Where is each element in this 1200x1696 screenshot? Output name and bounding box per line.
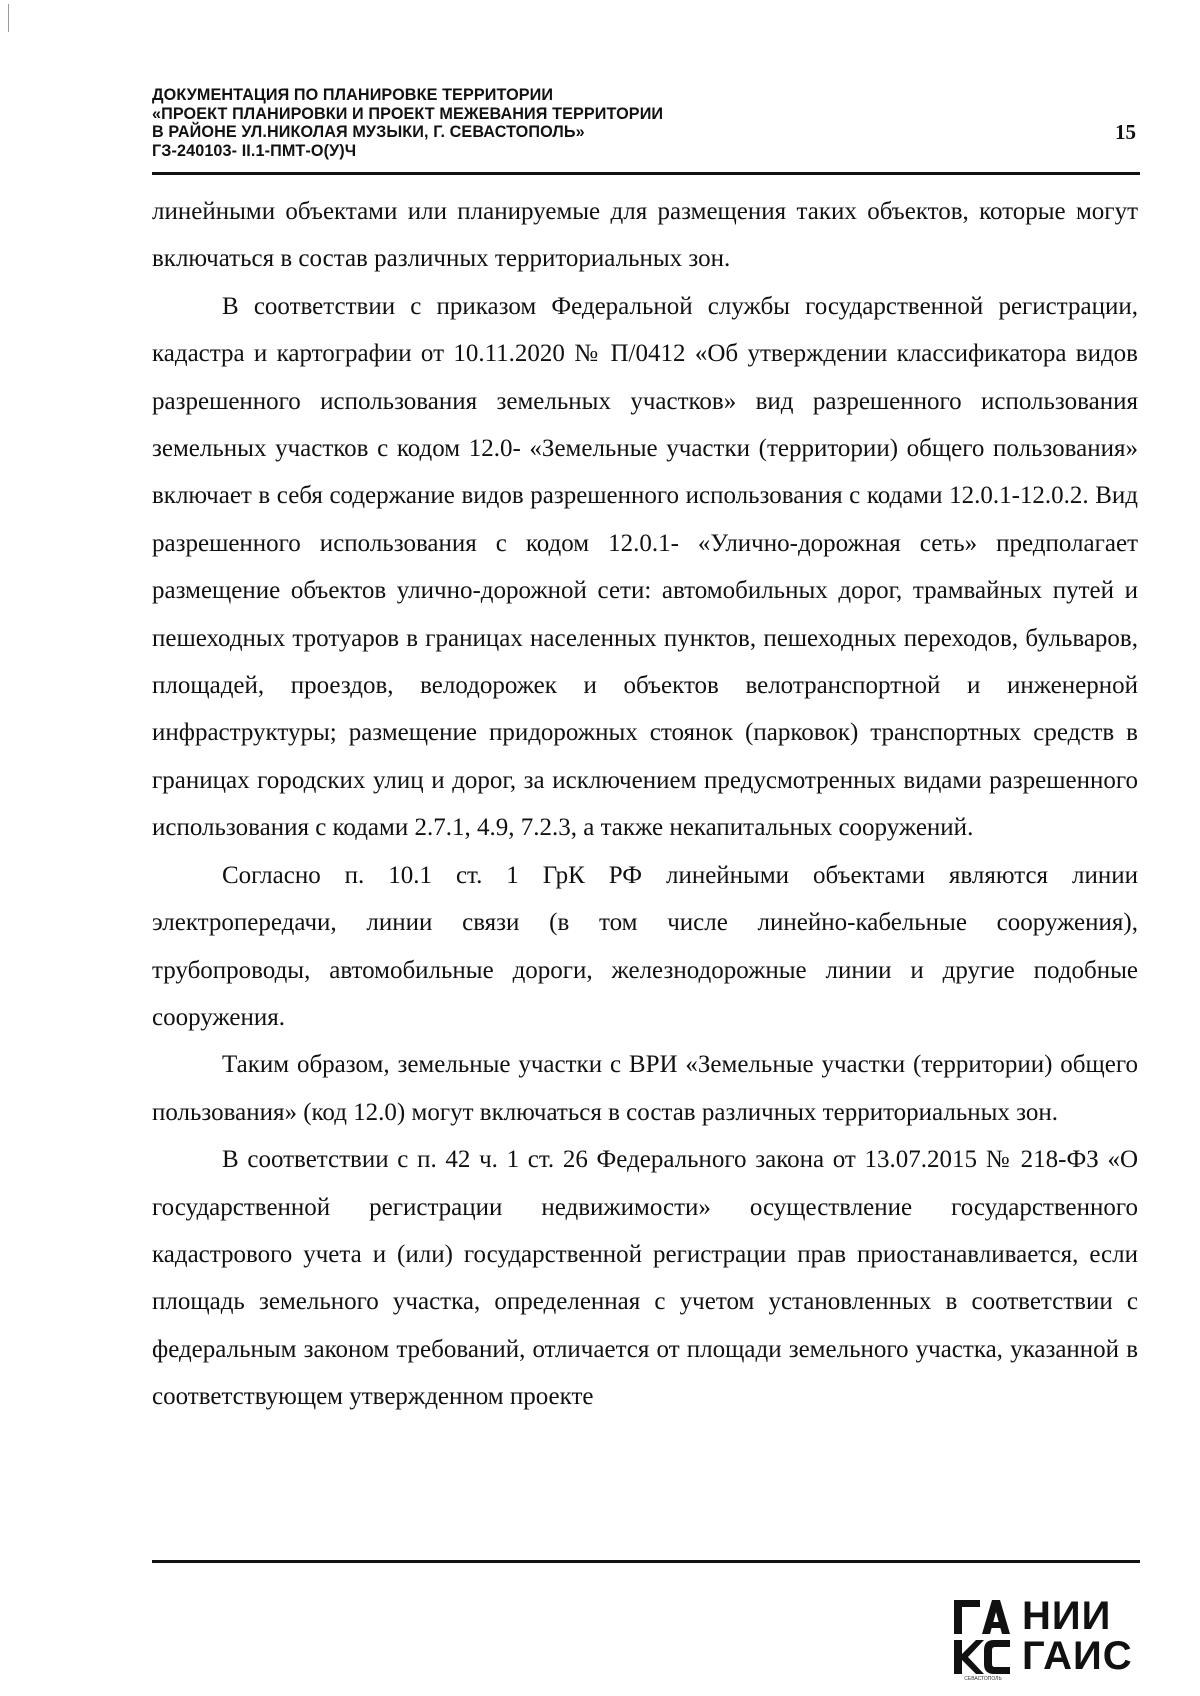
footer-divider [152, 1560, 1140, 1563]
header-line-4: ГЗ-240103- II.1-ПМТ-О(У)Ч [152, 141, 357, 160]
page-number: 15 [1115, 120, 1136, 144]
logo-line-2: ГАИС [1022, 1634, 1133, 1678]
scan-artifact-line [8, 4, 9, 32]
document-body [152, 188, 1138, 1421]
paragraph-1: линейными объектами или планируемые для размещения таких объектов, которые могут включаться в состав различных территориальных зон. [152, 198, 1138, 273]
paragraph-2: В соответствии с приказом Федеральной службы государственной регистрации, кадастра и картографии от 10.11.2020 № П/0412 «Об утверждении классификатора видов разрешенного использования земельных участков» вид разрешенного использования земельных участков с кодом 12.0- «Земельные участки (территории) общего пользования» включает в себя содержание видов разрешенного использования с кодами 12.0.1-12.0.2. Вид разрешенного использования с кодом 12.0.1- «Улично-дорожная сеть» предполагает размещение объектов улично-дорожной сети: автомобильных дорог, трамвайных путей и пешеходных тротуаров в границах населенных пунктов, пешеходных переходов, бульваров, площадей, проездов, велодорожек и объектов велотранспортной и инженерной инфраструктуры; размещение придорожных стоянок (парковок) транспортных средств в границах городских улиц и дорог, за исключением предусмотренных видами разрешенного использования с кодами 2.7.1, 4.9, 7.2.3, а также некапитальных сооружений. [152, 292, 1138, 842]
logo-wordmark [1022, 1596, 1133, 1676]
logo-line-1: НИИ [1022, 1594, 1112, 1638]
paragraph-5: В соответствии с п. 42 ч. 1 ст. 26 Федерального закона от 13.07.2015 № 218-ФЗ «О государственной регистрации недвижимости» осуществление государственного кадастрового учета и (или) государственной регистрации прав приостанавливается, если площадь земельного участка, определенная с учетом установленных в соответствии с федеральным законом требований, отличается от площади земельного участка, указанной в соответствующем утвержденном проекте [152, 1146, 1138, 1411]
gaks-logo-icon [952, 1596, 1014, 1680]
header-line-3: В РАЙОНЕ УЛ.НИКОЛАЯ МУЗЫКИ, Г. СЕВАСТОПОЛЬ» [152, 123, 585, 142]
header-line-2: «ПРОЕКТ ПЛАНИРОВКИ И ПРОЕКТ МЕЖЕВАНИЯ ТЕРРИТОРИИ [152, 104, 664, 123]
header-divider [152, 172, 1140, 175]
document-header [152, 86, 1142, 172]
paragraph-4: Таким образом, земельные участки с ВРИ «Земельные участки (территории) общего пользования» (код 12.0) могут включаться в состав различных территориальных зон. [152, 1051, 1138, 1126]
header-line-1: ДОКУМЕНТАЦИЯ ПО ПЛАНИРОВКЕ ТЕРРИТОРИИ [152, 86, 554, 104]
logo-caption: СЕВАСТОПОЛЬ [964, 1676, 1002, 1682]
paragraph-3: Согласно п. 10.1 ст. 1 ГрК РФ линейными объектами являются линии электропередачи, линии связи (в том числе линейно-кабельные сооружения), трубопроводы, автомобильные дороги, железнодорожные линии и другие подобные сооружения. [152, 861, 1138, 1031]
company-logo [952, 1596, 1140, 1684]
header-title-block [152, 86, 663, 160]
